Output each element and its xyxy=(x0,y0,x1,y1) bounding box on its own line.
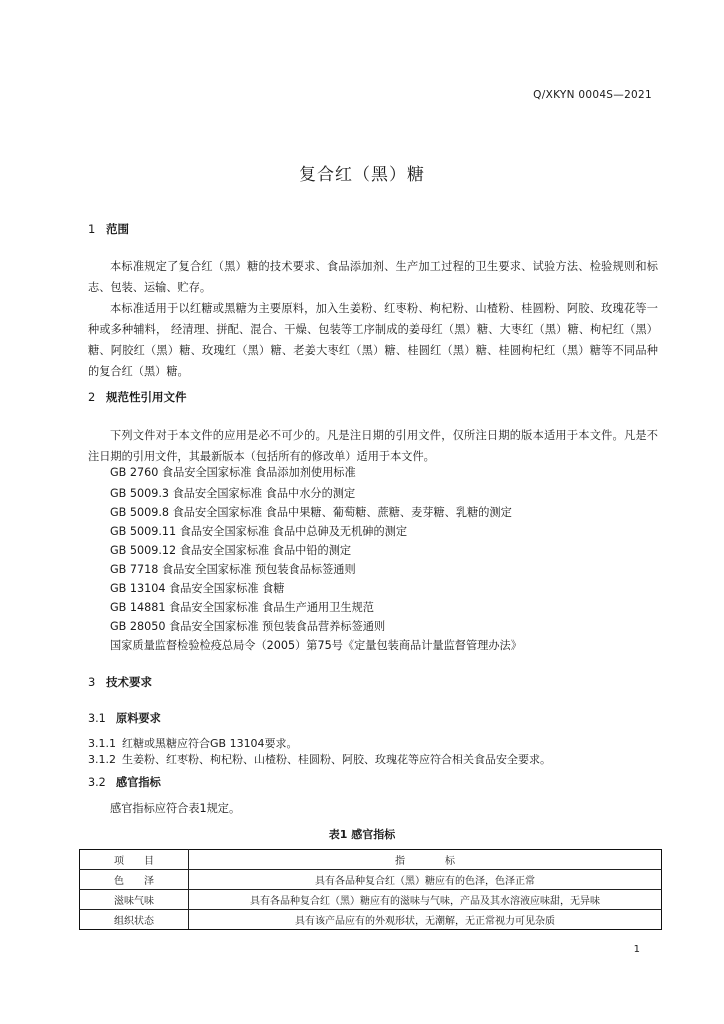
clause-text: 生姜粉、红枣粉、枸杞粉、山楂粉、桂圆粉、阿胶、玫瑰花等应符合相关食品安全要求。 xyxy=(122,753,551,766)
section-2-intro xyxy=(88,425,658,467)
section-title: 技术要求 xyxy=(106,675,152,689)
reference-item: GB 5009.11 食品安全国家标准 食品中总砷及无机砷的测定 xyxy=(110,525,408,538)
reference-item: GB 5009.3 食品安全国家标准 食品中水分的测定 xyxy=(110,487,356,500)
reference-item: GB 2760 食品安全国家标准 食品添加剂使用标准 xyxy=(110,466,356,479)
section-1-body xyxy=(88,256,658,382)
section-number: 2 xyxy=(88,390,96,404)
clause-3-1-2 xyxy=(88,751,551,767)
table-cell: 滋味气味 xyxy=(80,890,189,910)
subsection-3-1-heading xyxy=(88,710,161,726)
section-title: 范围 xyxy=(106,222,129,236)
table-header-cell: 项 目 xyxy=(80,850,189,870)
subsection-number: 3.1 xyxy=(88,712,106,725)
page-number: 1 xyxy=(633,944,640,955)
sensory-table xyxy=(79,849,662,930)
clause-number: 3.1.1 xyxy=(88,737,116,750)
paragraph: 本标准规定了复合红（黑）糖的技术要求、食品添加剂、生产加工过程的卫生要求、试验方法、检验规则和标志、包装、运输、贮存。 xyxy=(88,260,658,294)
clause-number: 3.1.2 xyxy=(88,753,116,766)
clause-3-1-1 xyxy=(88,735,298,751)
subsection-title: 感官指标 xyxy=(116,776,161,789)
table-cell: 具有各品种复合红（黑）糖应有的滋味与气味，产品及其水溶液应味甜，无异味 xyxy=(189,890,662,910)
reference-item: GB 5009.12 食品安全国家标准 食品中铅的测定 xyxy=(110,544,352,557)
clause-text: 红糖或黑糖应符合GB 13104要求。 xyxy=(122,737,298,750)
subsection-3-2-heading xyxy=(88,774,161,790)
table-cell: 具有该产品应有的外观形状，无潮解，无正常视力可见杂质 xyxy=(189,910,662,930)
table-cell: 具有各品种复合红（黑）糖应有的色泽，色泽正常 xyxy=(189,870,662,890)
reference-item: GB 13104 食品安全国家标准 食糖 xyxy=(110,582,285,595)
section-2-heading xyxy=(88,389,187,405)
reference-item: GB 5009.8 食品安全国家标准 食品中果糖、葡萄糖、蔗糖、麦芽糖、乳糖的测定 xyxy=(110,506,512,519)
section-number: 1 xyxy=(88,222,96,236)
table-row xyxy=(80,870,662,890)
table-cell: 色 泽 xyxy=(80,870,189,890)
subsection-3-2-text: 感官指标应符合表1规定。 xyxy=(110,802,241,815)
section-1-heading xyxy=(88,221,129,237)
section-title: 规范性引用文件 xyxy=(106,390,187,404)
table-cell: 组织状态 xyxy=(80,910,189,930)
document-title: 复合红（黑）糖 xyxy=(299,165,425,185)
subsection-title: 原料要求 xyxy=(116,712,161,725)
table-caption: 表1 感官指标 xyxy=(328,828,396,841)
paragraph: 下列文件对于本文件的应用是必不可少的。凡是注日期的引用文件，仅所注日期的版本适用于本文件。凡是不注日期的引用文件，其最新版本（包括所有的修改单）适用于本文件。 xyxy=(88,429,658,463)
table-header-row xyxy=(80,850,662,870)
subsection-number: 3.2 xyxy=(88,776,106,789)
document-code: Q/XKYN 0004S—2021 xyxy=(533,89,652,101)
reference-item: GB 28050 食品安全国家标准 预包装食品营养标签通则 xyxy=(110,620,386,633)
reference-item: GB 7718 食品安全国家标准 预包装食品标签通则 xyxy=(110,563,356,576)
table-header-cell: 指 标 xyxy=(189,850,662,870)
reference-item: 国家质量监督检验检疫总局令（2005）第75号《定量包装商品计量监督管理办法》 xyxy=(110,639,522,652)
section-number: 3 xyxy=(88,675,96,689)
reference-item: GB 14881 食品安全国家标准 食品生产通用卫生规范 xyxy=(110,601,374,614)
section-3-heading xyxy=(88,674,152,690)
paragraph: 本标准适用于以红糖或黑糖为主要原料，加入生姜粉、红枣粉、枸杞粉、山楂粉、桂圆粉、阿胶、玫瑰花等一种或多种辅料， 经清理、拼配、混合、干燥、包装等工序制成的姜母红（黑）糖、大枣红（黑）糖、枸杞红（黑）糖、阿胶红（黑）糖、玫瑰红（黑）糖、老姜大枣红（黑）糖、桂圆红（黑）糖、桂圆枸杞红（黑）糖等不同品种的复合红（黑）糖。 xyxy=(88,302,658,378)
table-row xyxy=(80,890,662,910)
table-row xyxy=(80,910,662,930)
